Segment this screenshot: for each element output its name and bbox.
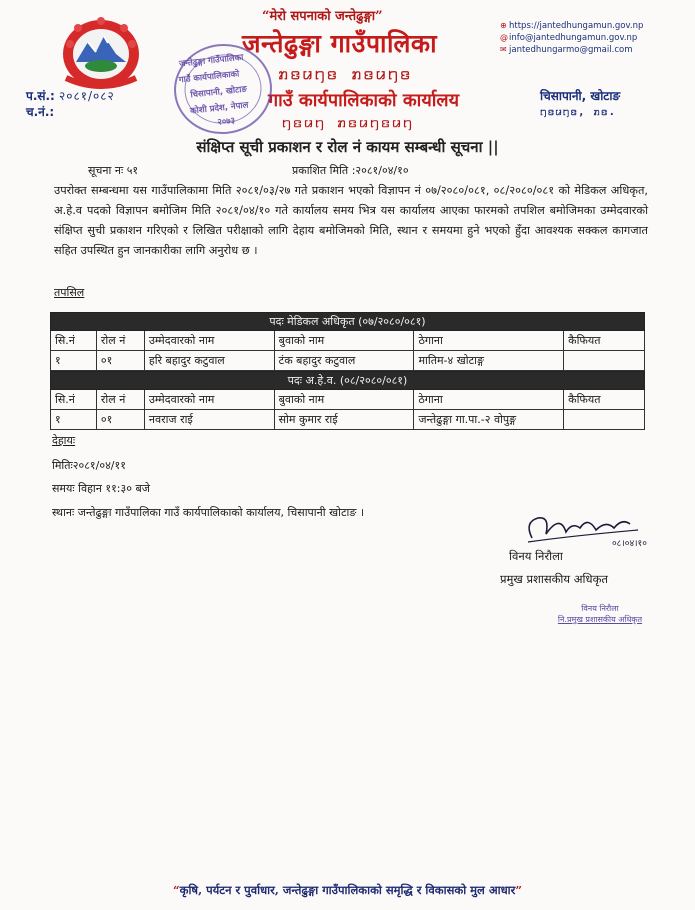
table-header-row (51, 331, 645, 351)
mail-icon: ✉ (500, 45, 507, 54)
at-icon: @ (500, 33, 508, 42)
col-header: सि.नं (51, 390, 97, 410)
published-date: प्रकाशित मिति :२०८१/०४/१० (292, 164, 409, 177)
exam-date: मितिः२०८१/०४/११ (52, 459, 126, 472)
cell-sn: १ (51, 351, 97, 371)
col-header: सि.नं (51, 331, 97, 351)
col-header: उम्मेदवारको नाम (144, 331, 274, 351)
office-name: गाउँ कार्यपालिकाको कार्यालय (268, 90, 460, 111)
name-stamp (545, 603, 655, 625)
ref-value: २०८१/०८२ (59, 89, 115, 103)
col-header: बुवाको नाम (274, 331, 414, 351)
globe-icon: ⊕ (500, 21, 507, 30)
quote-close-icon: ” (515, 883, 522, 897)
col-header: ठेगाना (414, 390, 564, 410)
dehaya-heading: देहायः (52, 434, 76, 447)
exam-place: स्थानः जन्तेढुङ्गा गाउँपालिका गाउँ कार्यपालिकाको कार्यालय, चिसापानी खोटाङ । (52, 506, 365, 519)
table-row (51, 351, 645, 371)
stamp-line: जन्तेढुङ्गा गाउँपालिका (178, 52, 244, 70)
email-link-secondary[interactable]: jantedhungarmo@gmail.com (509, 45, 633, 55)
place-line2: ꤚꤢꤣꤚꤢ, ꤊꤢ. (540, 105, 617, 118)
cell-sn: १ (51, 410, 97, 430)
contact-block (500, 20, 643, 56)
name-stamp-line: विनय निरौला (581, 604, 619, 613)
ref-label-ps: प.सं.: (26, 89, 55, 103)
cell-remarks (564, 351, 645, 371)
candidate-table-medical (50, 312, 645, 371)
cell-candidate: नवराज राई (144, 410, 274, 430)
stamp-line: २०७३ (216, 115, 236, 128)
col-header: रोल नं (96, 331, 144, 351)
col-header: रोल नं (96, 390, 144, 410)
municipality-title: जन्तेढुङ्गा गाउँपालिका (242, 29, 438, 58)
cell-remarks (564, 410, 645, 430)
nepal-emblem-icon (58, 14, 144, 92)
footer-slogan (0, 883, 695, 898)
signer-name: विनय निरौला (509, 549, 563, 563)
notice-number: सूचना नः ५१ (88, 164, 139, 177)
place-line1: चिसापानी, खोटाङ (540, 89, 621, 103)
reference-block (26, 88, 115, 120)
signature-icon (510, 508, 670, 550)
cell-father: सोम कुमार राई (274, 410, 414, 430)
col-header: कैफियत (564, 390, 645, 410)
signer-title: प्रमुख प्रशासकीय अधिकृत (500, 572, 608, 586)
name-stamp-line: नि.प्रमुख प्रशासकीय अधिकृत (557, 615, 643, 624)
notice-body: उपरोक्त सम्बन्धमा यस गाउँपालिकामा मिति २०८१/०३/२७ गते प्रकाशन भएको विज्ञापन नं ०७/२०८०/०८१, ०८/२०८०/०८१ को मेडिकल अधिकृत, अ.हे.व पदको विज्ञापन बमोजिम मिति २०८१/०४/१० गते कार्यालय समय भित्र यस कार्यालय आएका फारमको तपशिल बमोजिमका उम्मेदवारको संक्षिप्त सुची प्रकाशन गरिएको र लिखित परीक्षाको लागि देहाय बमोजिमको मिति, स्थान र समयमा हुने भएको हुँदा आवश्यक सक्कल कागजात सहित उपस्थित हुन जानकारीका लागि अनुरोध छ । (54, 184, 648, 257)
post-band: पदः अ.हे.व. (०८/२०८०/०८१) (51, 372, 645, 390)
email-link[interactable]: info@jantedhungamun.gov.np (509, 33, 638, 43)
place-block (540, 88, 620, 120)
municipality-title-limbu: ꤊꤢꤣꤚꤢ ꤊꤢꤣꤚꤢ (278, 64, 413, 84)
stamp-line: चिसापानी, खोटाङ (189, 84, 248, 101)
stamp-line: कोशी प्रदेश, नेपाल (189, 100, 249, 117)
handwritten-date: ०८।०४।१० (612, 539, 647, 549)
col-header: बुवाको नाम (274, 390, 414, 410)
cell-father: टंक बहादुर कटुवाल (274, 351, 414, 371)
office-stamp (167, 37, 278, 141)
col-header: ठेगाना (414, 331, 564, 351)
col-header: कैफियत (564, 331, 645, 351)
footer-text: कृषि, पर्यटन र पुर्वाधार, जन्तेढुङ्गा गाउँपालिकाको समृद्धि र विकासको मुल आधार (179, 883, 516, 897)
quote-open-icon: “ (173, 883, 180, 897)
col-header: उम्मेदवारको नाम (144, 390, 274, 410)
cell-roll: ०१ (96, 410, 144, 430)
cell-address: मातिम-४ खोटाङ्ग (414, 351, 564, 371)
candidate-table-ahw (50, 371, 645, 430)
cell-roll: ०१ (96, 351, 144, 371)
notice-subject: संक्षिप्त सूची प्रकाशन र रोल नं कायम सम्बन्धी सूचना || (196, 138, 499, 156)
website-link[interactable]: https://jantedhungamun.gov.np (509, 21, 644, 31)
table-row (51, 410, 645, 430)
cell-address: जन्तेढुङ्गा गा.पा.-२ वोपुङ्ग (414, 410, 564, 430)
post-band: पदः मेडिकल अधिकृत (०७/२०८०/०८१) (51, 313, 645, 331)
table-header-row (51, 390, 645, 410)
header-motto: “मेरो सपनाको जन्तेढुङ्गा” (262, 9, 383, 24)
stamp-line: गाउँ कार्यपालिकाको (178, 69, 240, 86)
cell-candidate: हरि बहादुर कटुवाल (144, 351, 274, 371)
tapsil-heading: तपसिल (54, 286, 85, 299)
office-name-limbu: ꤚꤢꤣꤚ ꤊꤢꤣꤚꤢꤣꤚ (282, 113, 415, 131)
ref-label-cn: च.नं.: (26, 105, 55, 119)
exam-time: समयः विहान ११:३० बजे (52, 482, 150, 495)
